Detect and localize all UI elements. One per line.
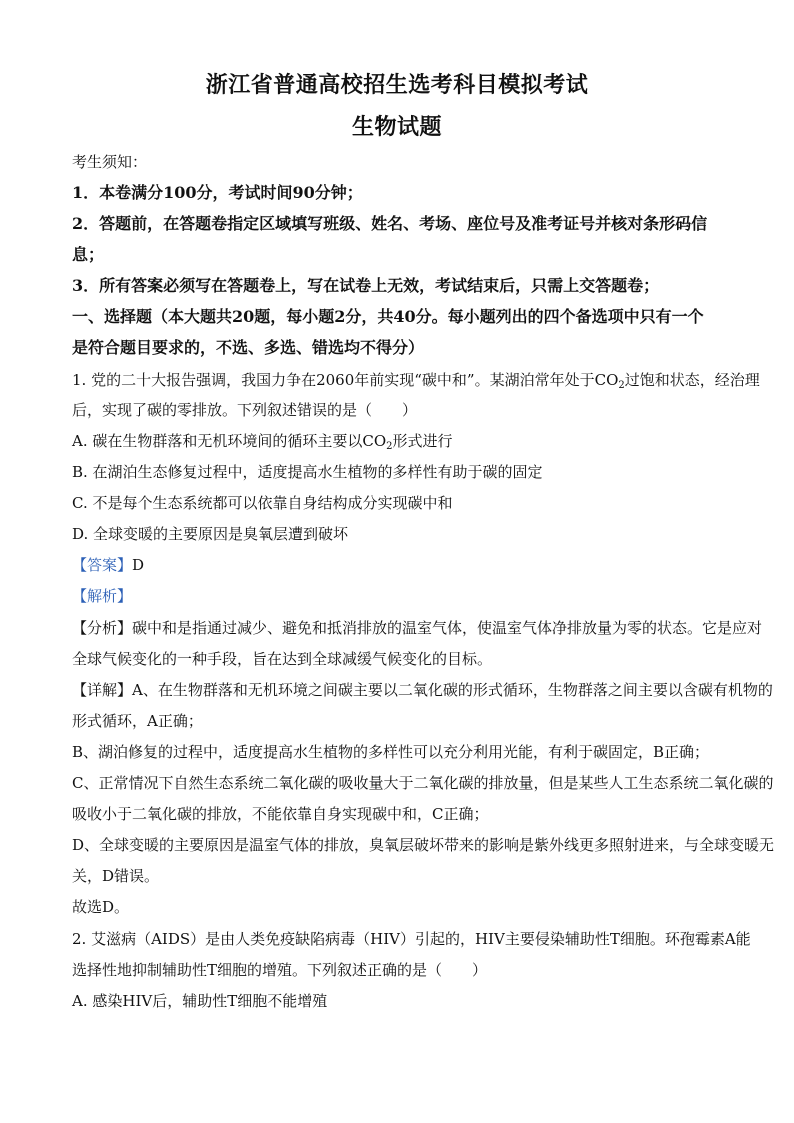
q1-fenxi-line2: 全球气候变化的一种手段，旨在达到全球减缓气候变化的目标。 xyxy=(72,650,493,668)
q1-fenxi-line1 xyxy=(72,618,763,638)
section-heading-line2: 是符合题目要求的，不选、多选、错选均不得分） xyxy=(72,338,425,357)
xiangjie-label: 【详解】 xyxy=(72,681,133,699)
fenxi-label: 【分析】 xyxy=(72,619,133,637)
q1-stem-subscript: 2 xyxy=(618,380,625,391)
q1-option-a-text: A. 碳在生物群落和无机环境间的循环主要以CO xyxy=(72,432,387,450)
q1-answer xyxy=(72,555,732,575)
q1-xiangjie-line7: 关，D错误。 xyxy=(72,867,160,885)
q1-option-d: D. 全球变暖的主要原因是臭氧层遭到破坏 xyxy=(72,525,349,543)
q1-xiangjie-line3: B、湖泊修复的过程中，适度提高水生植物的多样性可以充分利用光能，有利于碳固定，B正确； xyxy=(72,743,710,761)
q1-option-c: C. 不是每个生态系统都可以依靠自身结构成分实现碳中和 xyxy=(72,494,453,512)
q1-stem-text-cont: 过饱和状态，经治理 xyxy=(624,371,760,389)
q1-stem-line1 xyxy=(72,370,760,391)
exam-subtitle: 生物试题 xyxy=(351,114,442,140)
notice-heading: 考生须知： xyxy=(72,153,148,171)
q1-analysis xyxy=(72,586,732,606)
exam-title: 浙江省普通高校招生选考科目模拟考试 xyxy=(205,72,589,98)
q1-xiangjie-line4: C、正常情况下自然生态系统二氧化碳的吸收量大于二氧化碳的排放量，但是某些人工生态系统二氧化碳的 xyxy=(72,774,774,792)
notice-item-1: 1．本卷满分100分，考试时间90分钟； xyxy=(72,183,363,202)
notice-item-2-cont: 息； xyxy=(72,245,105,264)
q1-stem-text: 1. 党的二十大报告强调，我国力争在2060年前实现“碳中和”。某湖泊常年处于CO xyxy=(72,371,619,389)
q1-xiangjie-line6: D、全球变暖的主要原因是温室气体的排放，臭氧层破坏带来的影响是紫外线更多照射进来，与全球变暖无 xyxy=(72,836,775,854)
q1-option-a-subscript: 2 xyxy=(386,441,393,452)
section-heading-line1: 一、选择题（本大题共20题，每小题2分，共40分。每小题列出的四个备选项中只有一个 xyxy=(72,307,704,326)
q1-option-b: B. 在湖泊生态修复过程中，适度提高水生植物的多样性有助于碳的固定 xyxy=(72,463,543,481)
q1-conclusion: 故选D。 xyxy=(72,898,130,916)
notice-item-3: 3．所有答案必须写在答题卷上，写在试卷上无效，考试结束后，只需上交答题卷； xyxy=(72,276,660,295)
q1-xiangjie-line5: 吸收小于二氧化碳的排放，不能依靠自身实现碳中和，C正确； xyxy=(72,805,489,823)
q1-option-a-text-cont: 形式进行 xyxy=(392,432,453,450)
q1-option-a xyxy=(72,431,732,451)
q1-stem-line2: 后，实现了碳的零排放。下列叙述错误的是（ ） xyxy=(72,401,418,419)
q2-option-a: A. 感染HIV后，辅助性T细胞不能增殖 xyxy=(72,992,328,1010)
q1-xiangjie-line1 xyxy=(72,680,773,700)
analysis-label: 【解析】 xyxy=(72,587,133,605)
notice-item-2: 2．答题前，在答题卷指定区域填写班级、姓名、考场、座位号及准考证号并核对条形码信 xyxy=(72,214,708,233)
fenxi-text: 碳中和是指通过减少、避免和抵消排放的温室气体，使温室气体净排放量为零的状态。它是应对 xyxy=(132,619,763,637)
q2-stem-line1: 2. 艾滋病（AIDS）是由人类免疫缺陷病毒（HIV）引起的，HIV主要侵染辅助性T细胞。环孢霉素A能 xyxy=(72,930,751,948)
q2-stem-line2: 选择性地抑制辅助性T细胞的增殖。下列叙述正确的是（ ） xyxy=(72,961,488,979)
xiangjie-text: A、在生物群落和无机环境之间碳主要以二氧化碳的形式循环，生物群落之间主要以含碳有机物的 xyxy=(132,681,773,699)
answer-value: D xyxy=(132,556,145,574)
answer-label: 【答案】 xyxy=(72,556,133,574)
q1-xiangjie-line2: 形式循环，A正确； xyxy=(72,712,203,730)
